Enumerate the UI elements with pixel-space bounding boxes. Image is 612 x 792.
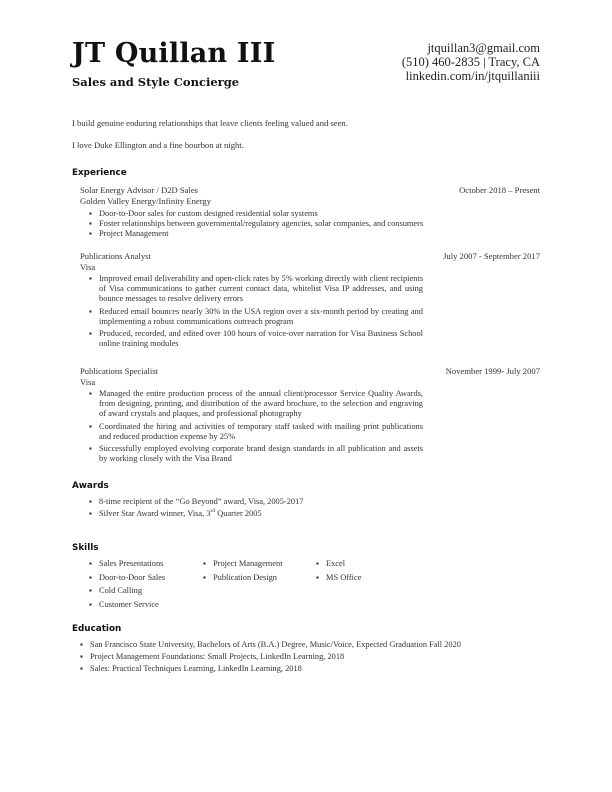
skills-column-3	[316, 557, 406, 584]
list-item: ▪ Foster relationships between governmental/regulatory agencies, solar companies, and consumers	[89, 219, 469, 229]
job-company: Visa	[80, 262, 96, 272]
list-item: ▪ San Francisco State University, Bachelors of Arts (B.A.) Degree, Music/Voice, Expected Graduation Fall 2020	[80, 640, 550, 650]
list-item: ▪ Reduced email bounces nearly 30% in the USA region over a six-month period by creating and implementing a robust communications outreach program	[89, 307, 423, 327]
experience-heading: Experience	[72, 168, 127, 178]
skills-column-2	[203, 557, 313, 584]
list-item: ▪ Coordinated the hiring and activities of temporary staff tasked with mailing print publications and reduced production expense by 25%	[89, 422, 423, 442]
list-item: ▪ Improved email deliverability and open-click rates by 5% working directly with client recipients of Visa communications to gather current contact data, whitelist Visa IP addresses, and using bounce messages to resolve delivery errors	[89, 274, 423, 305]
list-item: ▪ Project Management Foundations: Small Projects, LinkedIn Learning, 2018	[80, 652, 550, 662]
linkedin-link[interactable]: linkedin.com/in/jtquillaniii	[405, 69, 540, 83]
job-bullets	[89, 274, 423, 351]
contact-block	[402, 41, 540, 83]
skills-column-1	[89, 557, 199, 611]
job-dates: November 1999- July 2007	[445, 366, 540, 376]
education-heading: Education	[72, 624, 122, 634]
award-text: Silver Star Award winner, Visa, 3	[99, 509, 211, 519]
ordinal-suffix: rd	[210, 508, 216, 515]
email-link[interactable]: jtquillan3@gmail.com	[427, 41, 540, 55]
education-list	[80, 640, 550, 677]
job-dates: July 2007 - September 2017	[443, 251, 540, 261]
list-item	[89, 509, 489, 519]
list-item: ▪ Project Management	[89, 229, 469, 239]
list-item: ▪ Excel	[316, 557, 406, 571]
job-company: Golden Valley Energy/Infinity Energy	[80, 196, 212, 206]
list-item: ▪ Project Management	[203, 557, 313, 571]
candidate-name: JT Quillan III	[72, 38, 276, 69]
job-title: Solar Energy Advisor / D2D Sales	[80, 185, 198, 195]
skills-heading: Skills	[72, 543, 99, 553]
list-item: ▪ MS Office	[316, 571, 406, 585]
awards-list	[89, 497, 489, 521]
candidate-tagline: Sales and Style Concierge	[72, 75, 240, 89]
job-bullets	[89, 389, 423, 466]
summary-line-1: I build genuine enduring relationships that leave clients feeling valued and seen.	[72, 118, 348, 128]
summary-line-2: I love Duke Ellington and a fine bourbon at night.	[72, 140, 244, 150]
job-title: Publications Analyst	[80, 251, 151, 261]
job-company: Visa	[80, 377, 96, 387]
list-item: ▪ 8-time recipient of the “Go Beyond” award, Visa, 2005-2017	[89, 497, 489, 507]
award-text-suffix: Quarter 2005	[215, 509, 262, 519]
job-dates: October 2018 – Present	[459, 185, 540, 195]
job-bullets	[89, 209, 469, 240]
job-title: Publications Specialist	[80, 366, 159, 376]
list-item: ▪ Sales Presentations	[89, 557, 199, 571]
list-item: ▪ Sales: Practical Techniques Learning, LinkedIn Learning, 2018	[80, 664, 550, 674]
list-item: ▪ Customer Service	[89, 598, 199, 612]
list-item: ▪ Managed the entire production process of the annual client/processor Service Quality Awards, from designing, printing, and distribution of the award brochure, to the selection and engraving of award crystals and plaques, and professional photography	[89, 389, 423, 420]
list-item: ▪ Door-to-Door sales for custom designed residential solar systems	[89, 209, 469, 219]
awards-heading: Awards	[72, 481, 109, 491]
list-item: ▪ Produced, recorded, and edited over 100 hours of voice-over narration for Visa Business School online training modules	[89, 329, 423, 349]
phone-location: (510) 460-2835 | Tracy, CA	[401, 55, 540, 69]
list-item: ▪ Successfully employed evolving corporate brand design standards in all publication and assets by working closely with the Visa Brand	[89, 444, 423, 464]
list-item: ▪ Cold Calling	[89, 584, 199, 598]
list-item: ▪ Publication Design	[203, 571, 313, 585]
list-item: ▪ Door-to-Door Sales	[89, 571, 199, 585]
